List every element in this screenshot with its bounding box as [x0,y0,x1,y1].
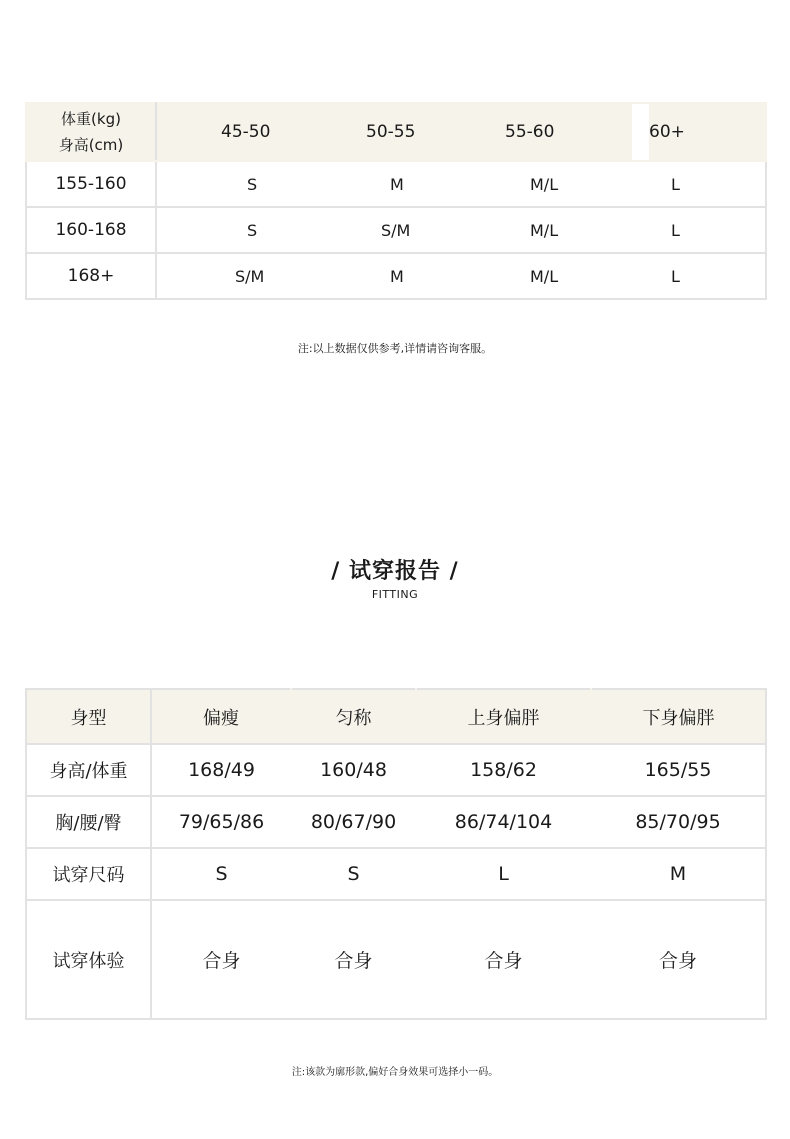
size-cell: M/L [446,161,631,207]
size-cell: S [156,207,341,253]
fitting-cell: 158/62 [416,744,591,796]
fitting-header-cell: 下身偏胖 [591,689,766,744]
size-chart-row [26,207,766,253]
fitting-cell: M [591,848,766,900]
fitting-cell: 86/74/104 [416,796,591,848]
fitting-cell: 168/49 [151,744,291,796]
fitting-cell: 80/67/90 [291,796,416,848]
fitting-cell: 85/70/95 [591,796,766,848]
weight-column-header: 45-50 [156,103,341,161]
height-row-label: 155-160 [26,161,156,207]
weight-column-header: 50-55 [341,103,446,161]
fitting-cell: 160/48 [291,744,416,796]
size-cell: S/M [156,253,341,299]
size-cell: M [341,161,446,207]
fitting-row-label: 试穿体验 [26,900,151,1019]
fitting-header-cell: 身型 [26,689,151,744]
size-cell: M/L [446,207,631,253]
size-cell: M/L [446,253,631,299]
size-chart-header-row [26,103,766,161]
height-row-label: 168+ [26,253,156,299]
fitting-header-cell: 偏瘦 [151,689,291,744]
fitting-cell: 79/65/86 [151,796,291,848]
weight-column-header: 55-60 [446,103,631,161]
fitting-cell: 合身 [151,900,291,1019]
size-cell: L [671,253,766,299]
fitting-section-subtitle: FITTING [371,588,419,601]
fitting-row [26,900,766,1019]
weight-axis-label: 体重(kg) [61,110,121,128]
size-cell: M [341,253,446,299]
size-chart-corner-cell [26,103,156,161]
fitting-header-cell: 上身偏胖 [416,689,591,744]
fitting-note: 注:该款为廓形款,偏好合身效果可选择小一码。 [291,1067,499,1078]
fitting-row-label: 身高/体重 [26,744,151,796]
size-cell: S/M [341,207,446,253]
fitting-report-table [25,688,767,1020]
height-row-label: 160-168 [26,207,156,253]
fitting-cell: S [291,848,416,900]
fitting-cell: 165/55 [591,744,766,796]
fitting-header-row [26,689,766,744]
weight-column-header: 60+ [648,103,743,161]
fitting-row [26,744,766,796]
size-cell: S [156,161,341,207]
size-chart-row [26,253,766,299]
size-chart-note: 注:以上数据仅供参考,详情请咨询客服。 [297,342,493,355]
size-cell: L [671,161,766,207]
fitting-cell: L [416,848,591,900]
size-cell: L [671,207,766,253]
height-axis-label: 身高(cm) [58,136,124,154]
fitting-section-title: / 试穿报告 / [331,559,459,584]
fitting-row-label: 试穿尺码 [26,848,151,900]
fitting-row [26,796,766,848]
fitting-cell: S [151,848,291,900]
fitting-row [26,848,766,900]
fitting-cell: 合身 [416,900,591,1019]
fitting-row-label: 胸/腰/臀 [26,796,151,848]
fitting-header-cell: 匀称 [291,689,416,744]
size-chart-row [26,161,766,207]
fitting-cell: 合身 [591,900,766,1019]
fitting-cell: 合身 [291,900,416,1019]
size-chart-table [25,102,767,300]
